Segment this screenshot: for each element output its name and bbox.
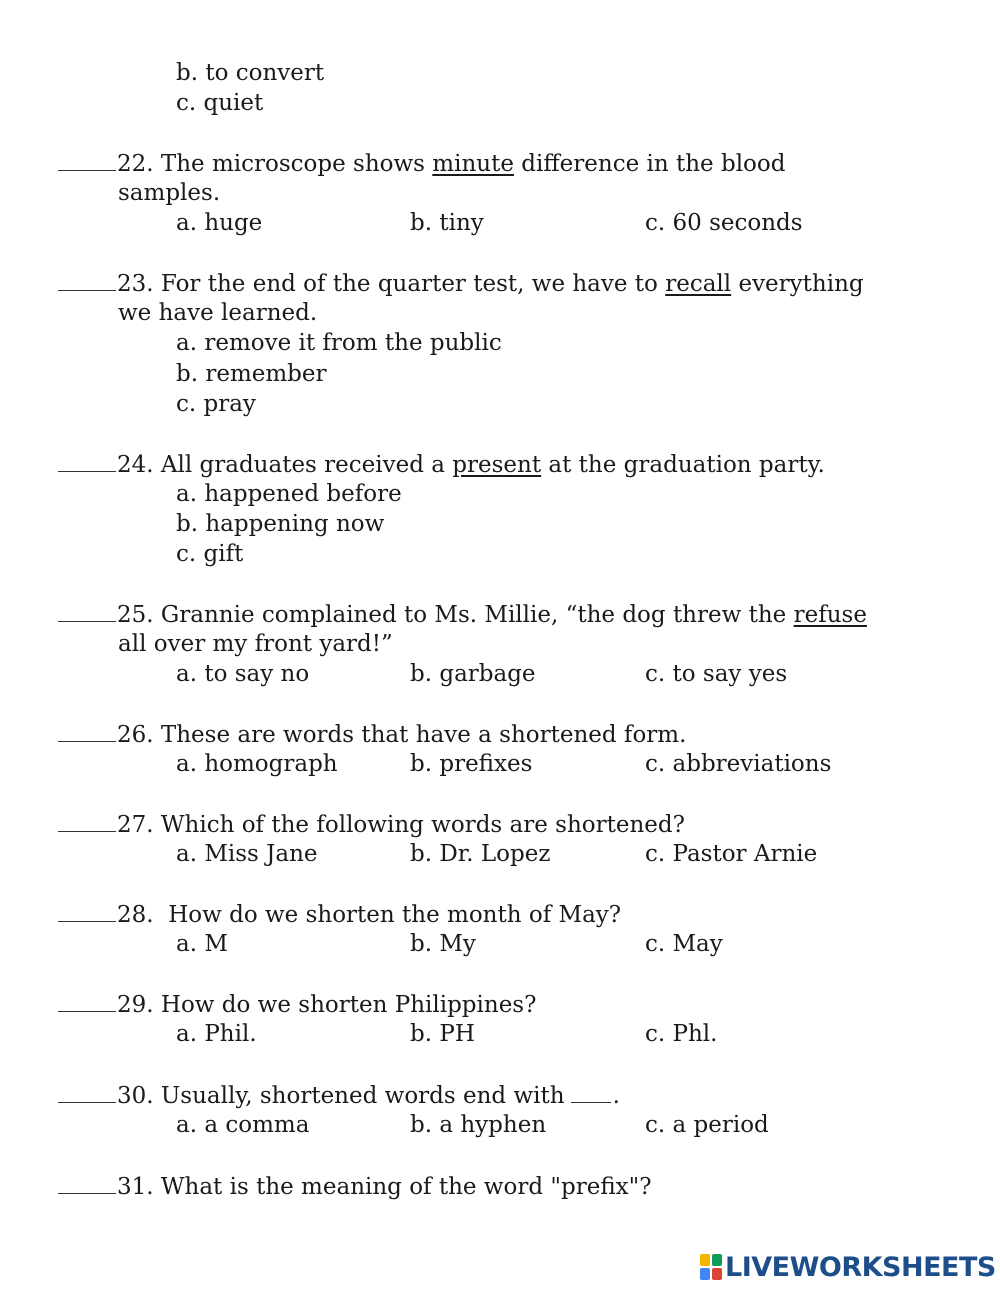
- q27-option-c: c. Pastor Arnie: [645, 841, 818, 867]
- q27-option-b: b. Dr. Lopez: [410, 841, 551, 867]
- q29-option-c: c. Phl.: [645, 1021, 718, 1047]
- answer-blank-24[interactable]: [58, 449, 116, 472]
- q29-option-b: b. PH: [410, 1021, 475, 1047]
- liveworksheets-logo: [700, 1252, 996, 1282]
- q25-option-b: b. garbage: [410, 661, 536, 687]
- liveworksheets-logo-icon: [700, 1254, 722, 1280]
- option-b-q21: b. to convert: [176, 60, 325, 86]
- answer-blank-25[interactable]: [58, 599, 116, 622]
- underlined-word-refuse: refuse: [793, 602, 867, 628]
- q22-option-a: a. huge: [176, 210, 263, 236]
- q23-option-c: c. pray: [176, 391, 256, 417]
- question-27: 27. Which of the following words are shortened?: [58, 809, 685, 839]
- answer-blank-29[interactable]: [58, 989, 116, 1012]
- q30-option-a: a. a comma: [176, 1112, 310, 1138]
- question-24: 24. All graduates received a present at the graduation party.: [58, 449, 825, 479]
- q25-option-c: c. to say yes: [645, 661, 788, 687]
- logo-text: LIVEWORKSHEETS: [725, 1251, 996, 1283]
- question-23-continuation: we have learned.: [118, 300, 318, 326]
- q22-option-b: b. tiny: [410, 210, 484, 236]
- answer-blank-26[interactable]: [58, 719, 116, 742]
- answer-blank-28[interactable]: [58, 899, 116, 922]
- q28-option-b: b. My: [410, 931, 476, 957]
- answer-blank-31[interactable]: [58, 1171, 116, 1194]
- question-31: 31. What is the meaning of the word "prefix"?: [58, 1171, 652, 1201]
- q28-option-c: c. May: [645, 931, 723, 957]
- logo-square-yellow: [700, 1254, 710, 1266]
- question-23: 23. For the end of the quarter test, we have to recall everything: [58, 268, 864, 298]
- logo-square-red: [712, 1268, 722, 1280]
- q23-option-b: b. remember: [176, 361, 327, 387]
- answer-blank-30[interactable]: [58, 1080, 116, 1103]
- logo-square-green: [712, 1254, 722, 1266]
- question-25-continuation: all over my front yard!”: [118, 631, 393, 657]
- question-26: 26. These are words that have a shortened form.: [58, 719, 686, 749]
- q30-option-c: c. a period: [645, 1112, 769, 1138]
- question-30: 30. Usually, shortened words end with .: [58, 1080, 620, 1110]
- q24-option-a: a. happened before: [176, 481, 402, 507]
- q25-option-a: a. to say no: [176, 661, 310, 687]
- q23-option-a: a. remove it from the public: [176, 330, 502, 356]
- underlined-word-recall: recall: [665, 271, 732, 297]
- q29-option-a: a. Phil.: [176, 1021, 257, 1047]
- question-29: 29. How do we shorten Philippines?: [58, 989, 536, 1019]
- q27-option-a: a. Miss Jane: [176, 841, 318, 867]
- question-25: 25. Grannie complained to Ms. Millie, “the dog threw the refuse: [58, 599, 867, 629]
- option-c-q21: c. quiet: [176, 90, 264, 116]
- q28-option-a: a. M: [176, 931, 228, 957]
- q26-option-c: c. abbreviations: [645, 751, 832, 777]
- question-28: 28. How do we shorten the month of May?: [58, 899, 621, 929]
- fill-in-blank-30: [571, 1082, 611, 1103]
- q24-option-c: c. gift: [176, 541, 244, 567]
- q26-option-a: a. homograph: [176, 751, 338, 777]
- underlined-word-present: present: [452, 452, 542, 478]
- logo-square-blue: [700, 1268, 710, 1280]
- answer-blank-27[interactable]: [58, 809, 116, 832]
- q26-option-b: b. prefixes: [410, 751, 533, 777]
- q30-option-b: b. a hyphen: [410, 1112, 547, 1138]
- q24-option-b: b. happening now: [176, 511, 385, 537]
- q22-option-c: c. 60 seconds: [645, 210, 803, 236]
- question-22-continuation: samples.: [118, 180, 221, 206]
- answer-blank-23[interactable]: [58, 268, 116, 291]
- underlined-word-minute: minute: [432, 151, 514, 177]
- answer-blank-22[interactable]: [58, 148, 116, 171]
- question-22: 22. The microscope shows minute difference in the blood: [58, 148, 785, 178]
